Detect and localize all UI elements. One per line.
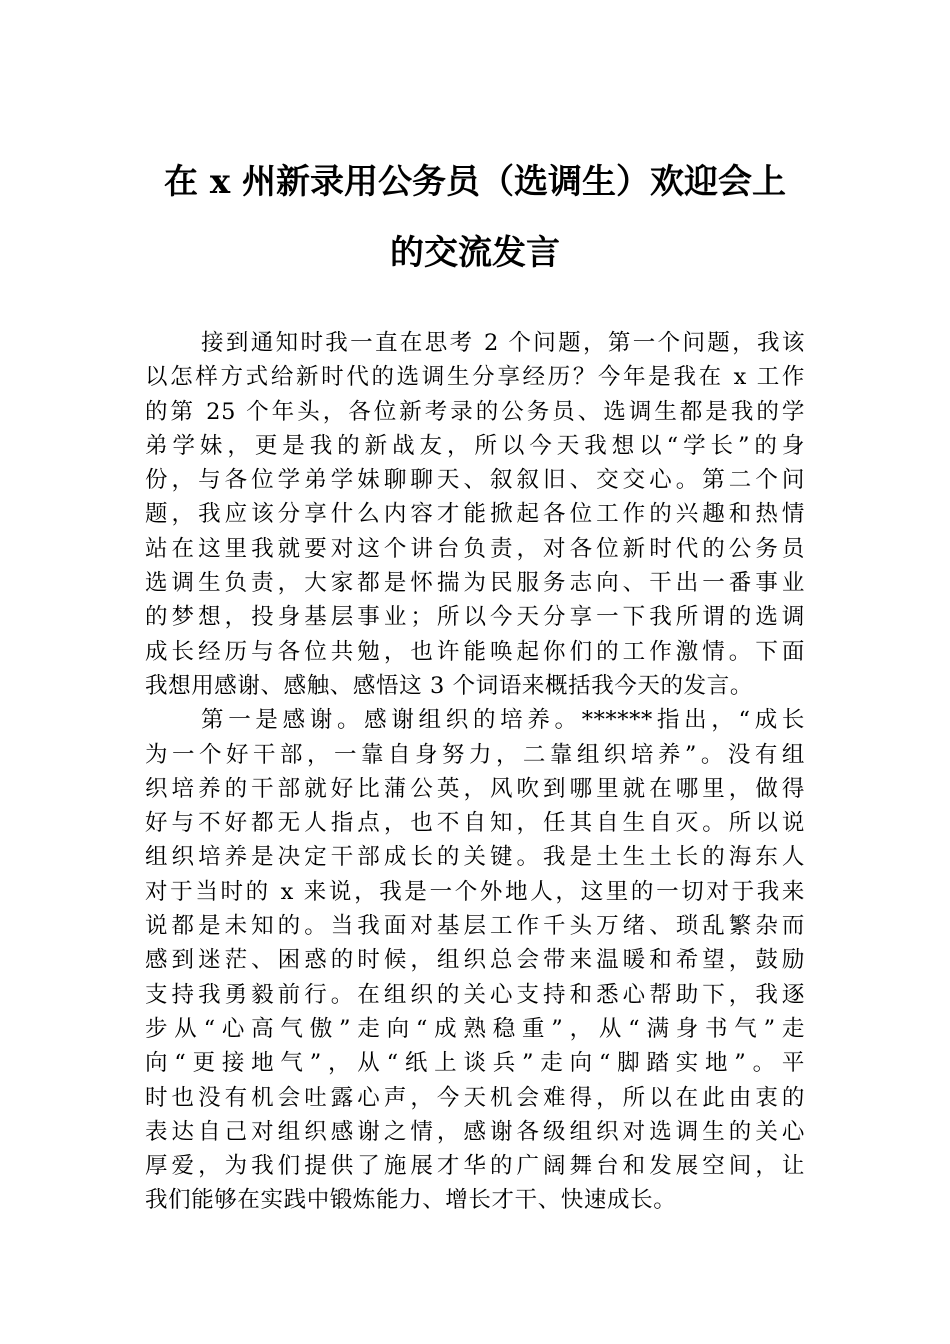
text-line: 织培养的干部就好比蒲公英，风吹到哪里就在哪里，做得 [145, 775, 805, 802]
text-line: 成长经历与各位共勉，也许能唤起你们的工作激情。下面 [145, 638, 805, 665]
paragraph-1 [145, 326, 805, 703]
text-line: 好与不好都无人指点，也不自知，任其自生自灭。所以说 [145, 810, 805, 837]
text-line: 感到迷茫、困惑的时候，组织总会带来温暖和希望，鼓励 [145, 947, 805, 974]
text-line: 我想用感谢、感触、感悟这 3 个词语来概括我今天的发言。 [145, 672, 753, 699]
text-line: 接到通知时我一直在思考 2 个问题，第一个问题，我该 [201, 330, 805, 356]
text-line: 题，我应该分享什么内容才能掀起各位工作的兴趣和热情 [145, 501, 805, 528]
document-title-line-2: 的交流发言 [390, 233, 560, 273]
text-line: 站在这里我就要对这个讲台负责，对各位新时代的公务员 [145, 535, 805, 562]
text-line: 第一是感谢。感谢组织的培养。******指出，“成长 [201, 707, 805, 734]
text-line: 对于当时的 x 来说，我是一个外地人，这里的一切对于我来 [145, 878, 805, 905]
text-line: 组织培养是决定干部成长的关键。我是土生土长的海东人 [145, 844, 805, 871]
document-body [145, 326, 805, 1218]
document-title-line-1: 在 x 州新录用公务员（选调生）欢迎会上 [164, 162, 786, 202]
text-line: 的梦想，投身基层事业；所以今天分享一下我所谓的选调 [145, 604, 805, 631]
paragraph-2 [145, 703, 805, 1217]
text-line: 表达自己对组织感谢之情，感谢各级组织对选调生的关心 [145, 1118, 805, 1145]
text-line: 份，与各位学弟学妹聊聊天、叙叙旧、交交心。第二个问 [145, 467, 805, 494]
text-line: 为一个好干部，一靠自身努力，二靠组织培养”。没有组 [145, 741, 805, 768]
text-line: 选调生负责，大家都是怀揣为民服务志向、干出一番事业 [145, 570, 805, 597]
text-line: 时也没有机会吐露心声，今天机会难得，所以在此由衷的 [145, 1084, 805, 1111]
text-line: 向“更接地气”，从“纸上谈兵”走向“脚踏实地”。平 [145, 1050, 805, 1077]
text-line: 我们能够在实践中锻炼能力、增长才干、快速成长。 [145, 1187, 677, 1214]
text-line: 步从“心高气傲”走向“成熟稳重”，从“满身书气”走 [145, 1015, 805, 1042]
text-line: 弟学妹，更是我的新战友，所以今天我想以“学长”的身 [145, 432, 805, 459]
text-line: 厚爱，为我们提供了施展才华的广阔舞台和发展空间，让 [145, 1153, 805, 1180]
text-line: 说都是未知的。当我面对基层工作千头万绪、琐乱繁杂而 [145, 913, 805, 940]
text-line: 以怎样方式给新时代的选调生分享经历？今年是我在 x 工作 [145, 364, 805, 391]
text-line: 的第 25 个年头，各位新考录的公务员、选调生都是我的学 [145, 398, 805, 425]
text-line: 支持我勇毅前行。在组织的关心支持和悉心帮助下，我逐 [145, 981, 805, 1008]
